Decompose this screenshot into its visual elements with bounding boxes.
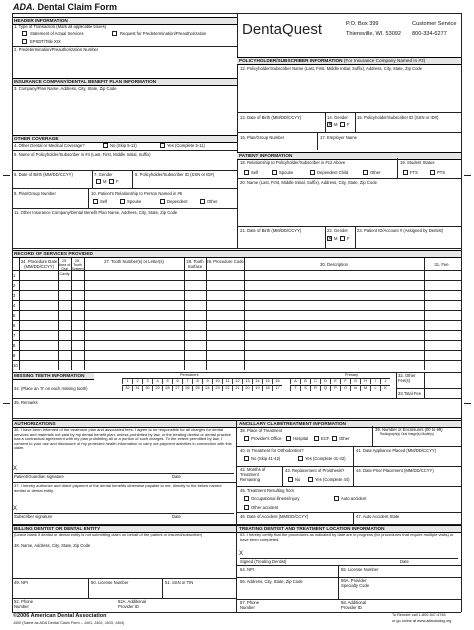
fee-header: 31. Fee	[434, 262, 449, 267]
treating-certify-text: 53. I hereby certify that the procedures as indicated by date are in progress (for procedures that require multiple visits) or have been completed.	[240, 532, 454, 542]
tooth-cell[interactable]: 28	[162, 386, 172, 391]
hospital-checkbox[interactable]	[286, 436, 291, 441]
primary-label: Primary	[345, 373, 359, 377]
tooth-cell[interactable]: 7	[182, 379, 192, 384]
other-coverage-label: 4. Other Dental or Medical Coverage?	[14, 143, 85, 148]
employer-name-label: 17. Employer Name	[320, 135, 358, 140]
table-row[interactable]	[20, 341, 457, 349]
patient-gender-m-text: M	[334, 236, 338, 241]
tooth-cell[interactable]: 16	[272, 379, 282, 384]
relationship-label: 18. Relationship to Policyholder/Subscriber in #12 Above	[240, 160, 346, 165]
pat-self-label: Self	[251, 170, 259, 175]
tooth-cell[interactable]: 13	[242, 379, 252, 384]
tooth-cell[interactable]: 25	[192, 386, 202, 391]
rel-spouse-checkbox[interactable]	[120, 199, 125, 204]
ecf-checkbox[interactable]	[314, 436, 319, 441]
fts-checkbox[interactable]	[403, 170, 408, 175]
tooth-cell[interactable]: 15	[262, 379, 272, 384]
office-checkbox[interactable]	[244, 436, 249, 441]
subscriber-id-label: 15. Policyholder/Subscriber ID (SSN or ID#)	[357, 115, 439, 120]
service-row-number: 10	[13, 363, 18, 368]
ecf-label: ECF	[321, 436, 330, 441]
dob-other-label: 6. Date of Birth (MM/DD/CCYY)	[14, 172, 73, 177]
gender-other-label: 7. Gender	[94, 172, 113, 177]
tooth-cell[interactable]: F	[340, 379, 350, 384]
pat-spouse-label: Spouse	[279, 170, 294, 175]
tooth-cell[interactable]: 9	[202, 379, 212, 384]
tooth-cell[interactable]: L	[370, 386, 380, 391]
other-fees-label: 32. Other Fee(s)	[398, 373, 416, 383]
table-row[interactable]	[20, 331, 457, 339]
tooth-cell[interactable]: 23	[212, 386, 222, 391]
billing-npi-label: 49. NPI	[14, 580, 28, 585]
tooth-cell[interactable]: 32	[122, 386, 132, 391]
tooth-cell[interactable]: A	[290, 379, 300, 384]
billing-additional-id-label: 52A. Additional Provider ID	[118, 599, 146, 609]
subscriber-signature-date-label: Date	[172, 514, 181, 519]
logo-text: DentaQuest	[242, 21, 323, 38]
tooth-cell[interactable]: Q	[320, 386, 330, 391]
subscriber-id-other-label: 8. Policyholder/Subscriber ID (SSN or ID#)	[135, 172, 215, 177]
pat-spouse-checkbox[interactable]	[272, 170, 277, 175]
services-section: RECORD OF SERVICES PROVIDED	[12, 250, 461, 258]
pat-dependent-checkbox[interactable]	[310, 170, 315, 175]
customer-service-label: Customer Service	[412, 21, 457, 27]
billing-ssn-label: 51. SSN or TIN	[165, 580, 194, 585]
billing-license-label: 50. License Number	[91, 580, 129, 585]
rel-other-label: Other	[207, 199, 218, 204]
patient-section: PATIENT INFORMATION	[237, 152, 461, 160]
tooth-cell[interactable]: 21	[232, 386, 242, 391]
place-of-treatment-label: 38. Place of Treatment	[240, 428, 283, 433]
treating-phone-label: 57. Phone Number	[240, 600, 260, 610]
prosthesis-label: 43. Replacement of Prosthesis?	[285, 468, 345, 473]
service-row-number: 4	[13, 303, 16, 308]
prosthesis-no-label: No	[295, 477, 301, 482]
predetermination-checkbox[interactable]	[112, 31, 117, 36]
address-line2: Thiensville, WI. 53092	[346, 31, 402, 37]
other-place-checkbox[interactable]	[332, 436, 337, 441]
patient-name-label: 20. Name (Last, First, Middle Initial, Suffix), Address, City, State, Zip Code	[240, 180, 377, 185]
gender-f-checkbox[interactable]	[340, 122, 345, 127]
service-row-number: 6	[13, 323, 16, 328]
gender-f-label: F	[116, 179, 119, 184]
auto-accident-label: Auto accident	[341, 496, 367, 501]
tooth-cell[interactable]: 2	[132, 379, 142, 384]
other-accident-label: Other accident	[251, 505, 279, 510]
table-row[interactable]	[20, 361, 457, 369]
tooth-cell[interactable]: 22	[222, 386, 232, 391]
treating-address-label: 56. Address, City, State, Zip Code	[240, 579, 303, 584]
predetermination-label: Request for Predetermination/Preauthorization	[120, 31, 207, 36]
tooth-number-header: 27. Tooth Number(s) or Letter(s)	[104, 259, 164, 264]
missing-tooth-instruction: 34. (Place an 'X' on each missing tooth)	[14, 386, 88, 391]
tooth-cell[interactable]: 11	[222, 379, 232, 384]
ortho-yes-checkbox[interactable]	[298, 456, 303, 461]
ada-mark: ADA.	[13, 2, 35, 12]
rel-dependent-checkbox[interactable]	[160, 199, 165, 204]
treating-date-label: Date	[400, 559, 409, 564]
procedure-code-header: 29. Procedure Code	[206, 259, 244, 264]
plan-group-other-label: 9. Plan/Group Number	[14, 191, 56, 196]
tooth-cell[interactable]: 30	[142, 386, 152, 391]
enclosures-header: Radiograph(s) Oral Image(s) Model(s)	[380, 432, 434, 436]
policyholder-section	[237, 57, 461, 65]
description-header: 30. Description	[320, 262, 348, 267]
remarks-label: 35. Remarks	[14, 400, 38, 405]
address-line1: P.O. Box 399	[346, 21, 379, 27]
tooth-cell[interactable]: N	[350, 386, 360, 391]
tooth-cell[interactable]: T	[290, 386, 300, 391]
tooth-cell[interactable]: C	[310, 379, 320, 384]
pat-dependent-label: Dependent Child	[317, 170, 349, 175]
tooth-cell[interactable]: 20	[242, 386, 252, 391]
student-status-label: 19. Student Status	[400, 160, 435, 165]
occupational-label: Occupational illness/injury	[251, 496, 300, 501]
treating-additional-id-label: 58. Additional Provider ID	[341, 600, 367, 610]
service-row-number: 7	[13, 333, 16, 338]
company-plan-label: 3. Company/Plan Name, Address, City, State, Zip Code	[14, 86, 117, 91]
tooth-cell[interactable]: E	[330, 379, 340, 384]
actual-services-label: Statement of Actual Services	[30, 31, 84, 36]
customer-service-phone: 800-334-6277	[412, 31, 447, 37]
service-row-number: 1	[13, 273, 16, 278]
treatment-resulting-label: 45. Treatment Resulting from	[240, 488, 294, 493]
tooth-cell[interactable]: 19	[252, 386, 262, 391]
other-accident-checkbox[interactable]	[244, 505, 249, 510]
tooth-cell[interactable]: R	[310, 386, 320, 391]
gender-m-label: M	[103, 179, 107, 184]
hospital-label: Hospital	[293, 436, 309, 441]
treating-section: TREATING DENTIST AND TREATMENT LOCATION INFORMATION	[237, 525, 461, 533]
table-row[interactable]	[20, 311, 457, 319]
permanent-label: Permanent	[180, 373, 199, 377]
service-row-number: 2	[13, 283, 16, 288]
auto-accident-checkbox[interactable]	[334, 496, 339, 501]
pts-checkbox[interactable]	[430, 170, 435, 175]
tooth-cell[interactable]: O	[340, 386, 350, 391]
service-row-number: 5	[13, 313, 16, 318]
epsdt-checkbox[interactable]	[22, 39, 27, 44]
pat-other-checkbox[interactable]	[363, 170, 368, 175]
policyholder-other-name-label: 5. Name of Policyholder/Subscriber in #4 (Last, First, Middle Initial, Suffix)	[14, 152, 151, 157]
appliance-date-label: 41. Date Appliance Placed (MM/DD/CCYY)	[356, 448, 437, 453]
tooth-cell[interactable]: 5	[162, 379, 172, 384]
office-label: Provider's Office	[251, 436, 282, 441]
gender-label: 14. Gender	[327, 115, 348, 120]
enclosures-label: 39. Number of Enclosures (00 to 99)	[375, 427, 443, 432]
other-coverage-yes-label: Yes (Complete 5-11)	[167, 143, 205, 148]
tooth-cell[interactable]: 10	[212, 379, 222, 384]
accident-state-label: 47. Auto Accident State	[356, 514, 400, 519]
tooth-cell[interactable]: 29	[152, 386, 162, 391]
predetermination-number-label: 2. Predetermination/Preauthorization Number	[14, 47, 99, 52]
pat-other-label: Other	[370, 170, 381, 175]
tooth-cell[interactable]: I	[370, 379, 380, 384]
billing-section: BILLING DENTIST OR DENTAL ENTITY	[12, 525, 236, 533]
service-row-number: 3	[13, 293, 16, 298]
oral-cavity-header: 25. Area of Oral Cavity	[58, 259, 71, 276]
gender-m-checkbox[interactable]: ✕	[328, 122, 333, 128]
tooth-cell[interactable]: H	[360, 379, 370, 384]
occupational-checkbox[interactable]	[244, 496, 249, 501]
patient-dob-label: 21. Date of Birth (MM/DD/CCYY)	[240, 228, 302, 233]
other-place-label: Other	[339, 436, 350, 441]
patient-signature-x-mark: X	[13, 466, 18, 472]
patient-signature-date-label: Date	[172, 474, 181, 479]
pts-label: PTS	[437, 170, 446, 175]
tooth-cell[interactable]: M	[360, 386, 370, 391]
treating-license-label: 55. License Number	[341, 567, 379, 572]
prior-placement-label: 44. Date Prior Placement (MM/DD/CCYY)	[356, 468, 434, 473]
prosthesis-yes-checkbox[interactable]	[308, 477, 313, 482]
tooth-cell[interactable]: G	[350, 379, 360, 384]
rel-other-checkbox[interactable]	[200, 199, 205, 204]
tooth-cell[interactable]: 4	[152, 379, 162, 384]
pat-self-checkbox[interactable]	[244, 170, 249, 175]
patient-signature-label: Patient/Guardian signature	[14, 474, 64, 479]
other-coverage-no-checkbox[interactable]	[103, 143, 108, 148]
tooth-cell[interactable]: D	[320, 379, 330, 384]
dentaquest-logo	[242, 21, 322, 38]
tooth-cell[interactable]: S	[300, 386, 310, 391]
other-insurance-label: 11. Other Insurance Company/Dental Benefit Plan Name, Address, City, State, Zip Code	[14, 210, 178, 215]
billing-phone-label: 52. Phone Number	[14, 599, 34, 609]
ancillary-section: ANCILLARY CLAIM/TREATMENT INFORMATION	[237, 420, 461, 428]
patient-gender-m-checkbox[interactable]: ✕	[328, 236, 333, 242]
gender-m-text: M	[334, 122, 338, 127]
tooth-cell[interactable]: P	[330, 386, 340, 391]
reorder-text: To Reorder call 1-800-947-4746	[392, 613, 446, 617]
gender-other-m-checkbox[interactable]	[96, 179, 101, 184]
tooth-cell[interactable]: 8	[192, 379, 202, 384]
table-row[interactable]	[20, 321, 457, 329]
tooth-cell[interactable]: 26	[182, 386, 192, 391]
authorization-36-text: 36. I have been informed of the treatment plan and associated fees. I agree to be responsible for all charges for dental services and materials not paid by my dental benefit plan, unless prohibited by law, or the treating dentist or dental practice has a contractual agreement with my plan prohibiting all or a portion of such charges. To the extent permitted by law, I consent to your use and disclosure of my protected health information to carry out payment activities in connection with this claim.	[14, 427, 232, 450]
relationship-other-label: 10. Patient's Relationship to Person Named in #5	[91, 191, 183, 196]
patient-gender-f-checkbox[interactable]	[340, 236, 345, 241]
gender-f-text: F	[347, 122, 350, 127]
authorization-37-text: 37. I hereby authorize and direct payment of the dental benefits otherwise payable to me, directly to the below named dentist or dental entity.	[14, 483, 222, 493]
tooth-cell[interactable]: K	[380, 386, 390, 391]
actual-services-checkbox[interactable]	[22, 31, 27, 36]
treating-signature-x-mark: X	[239, 551, 244, 557]
rel-self-label: Self	[100, 199, 108, 204]
tooth-system-header: 26. Tooth System	[71, 259, 84, 272]
insurance-section: INSURANCE COMPANY/DENTAL BENEFIT PLAN INFORMATION	[12, 78, 237, 86]
rel-self-checkbox[interactable]	[93, 199, 98, 204]
tooth-cell[interactable]: B	[300, 379, 310, 384]
months-remaining-label: 42. Months of Treatment Remaining	[240, 467, 266, 482]
treating-signed-label: Signed (Treating Dentist)	[240, 559, 287, 564]
other-coverage-yes-checkbox[interactable]	[160, 143, 165, 148]
tooth-cell[interactable]: 17	[272, 386, 282, 391]
tooth-cell[interactable]: 24	[202, 386, 212, 391]
header-information-section: HEADER INFORMATION	[12, 17, 237, 25]
subscriber-signature-x-mark: X	[13, 506, 18, 512]
copyright-text: ©2006 American Dental Association	[13, 613, 107, 619]
gender-other-f-checkbox[interactable]	[109, 179, 114, 184]
ortho-no-label: No (Skip 41-42)	[251, 456, 281, 461]
orthodontics-label: 40. Is Treatment for Orthodontics?	[240, 448, 304, 453]
subscriber-signature-label: Subscriber signature	[14, 514, 53, 519]
tooth-cell[interactable]: 3	[142, 379, 152, 384]
treating-npi-label: 54. NPI	[240, 567, 254, 572]
service-row-number: 9	[13, 353, 16, 358]
tooth-cell[interactable]: 31	[132, 386, 142, 391]
tooth-cell[interactable]: 27	[172, 386, 182, 391]
specialty-code-label: 56A. Provider Specialty Code	[341, 578, 370, 588]
prosthesis-yes-label: Yes (Complete 44)	[315, 477, 350, 482]
j400-text: J400 (Same as ADA Dental Claim Form – J401, J402, J403, J404)	[13, 621, 125, 625]
patient-gender-f-text: F	[347, 236, 350, 241]
tooth-cell[interactable]: 12	[232, 379, 242, 384]
table-row[interactable]	[20, 271, 457, 279]
catalog-text: or go online at www.adacatalog.org	[392, 619, 452, 623]
missing-teeth-section: MISSING TEETH INFORMATION	[12, 372, 94, 380]
other-coverage-no-label: No (Skip 5-11)	[110, 143, 137, 148]
patient-id-label: 23. Patient ID/Account # (Assigned by Dentist)	[357, 228, 444, 233]
policyholder-section-note: (For Insurance Company Named in #3)	[343, 58, 426, 63]
authorizations-section: AUTHORIZATIONS	[12, 420, 236, 428]
table-row[interactable]	[20, 281, 457, 289]
fts-label: FTS	[410, 170, 418, 175]
epsdt-label: EPSDT/Title XIX	[30, 39, 61, 44]
billing-note: (Leave blank if dentist or dental entity is not submitting claim on behalf of the patient or insured/subscriber)	[14, 532, 203, 537]
prosthesis-no-checkbox[interactable]	[288, 477, 293, 482]
procedure-date-header: 24. Procedure Date (MM/DD/CCYY)	[20, 259, 58, 269]
table-row[interactable]	[20, 291, 457, 299]
form-title-text: Dental Claim Form	[37, 2, 118, 12]
transaction-type-label: 1. Type of Transaction (Mark all applicable boxes)	[14, 24, 107, 29]
table-row[interactable]	[20, 301, 457, 309]
ortho-no-checkbox[interactable]	[244, 456, 249, 461]
billing-name-label: 48. Name, Address, City, State, Zip Code	[14, 543, 91, 548]
form-title	[13, 2, 117, 12]
service-row-number: 8	[13, 343, 16, 348]
total-fee-label: 33.Total Fee	[398, 391, 422, 396]
dob-label: 13. Date of Birth (MM/DD/CCYY)	[240, 115, 302, 120]
ortho-yes-label: Yes (Complete 41-42)	[305, 456, 346, 461]
tooth-cell[interactable]: 18	[262, 386, 272, 391]
rel-dependent-label: Dependent	[167, 199, 188, 204]
tooth-cell[interactable]: 14	[252, 379, 262, 384]
table-row[interactable]	[20, 351, 457, 359]
tooth-cell[interactable]: 1	[122, 379, 132, 384]
plan-group-label: 16. Plan/Group Number	[240, 135, 285, 140]
patient-gender-label: 22. Gender	[327, 228, 348, 233]
policyholder-section-title: POLICYHOLDER/SUBSCRIBER INFORMATION	[239, 58, 343, 63]
tooth-surface-header: 28. Tooth Surface	[186, 259, 204, 269]
tooth-cell[interactable]: J	[380, 379, 390, 384]
accident-date-label: 46. Date of Accident (MM/DD/CCYY)	[240, 514, 309, 519]
rel-spouse-label: Spouse	[127, 199, 142, 204]
other-coverage-section: OTHER COVERAGE	[12, 135, 237, 143]
tooth-cell[interactable]: 6	[172, 379, 182, 384]
policyholder-name-label: 12. Policyholder/Subscriber Name (Last, First, Middle Initial, Suffix), Address, City, State, Zip Code	[240, 66, 423, 71]
